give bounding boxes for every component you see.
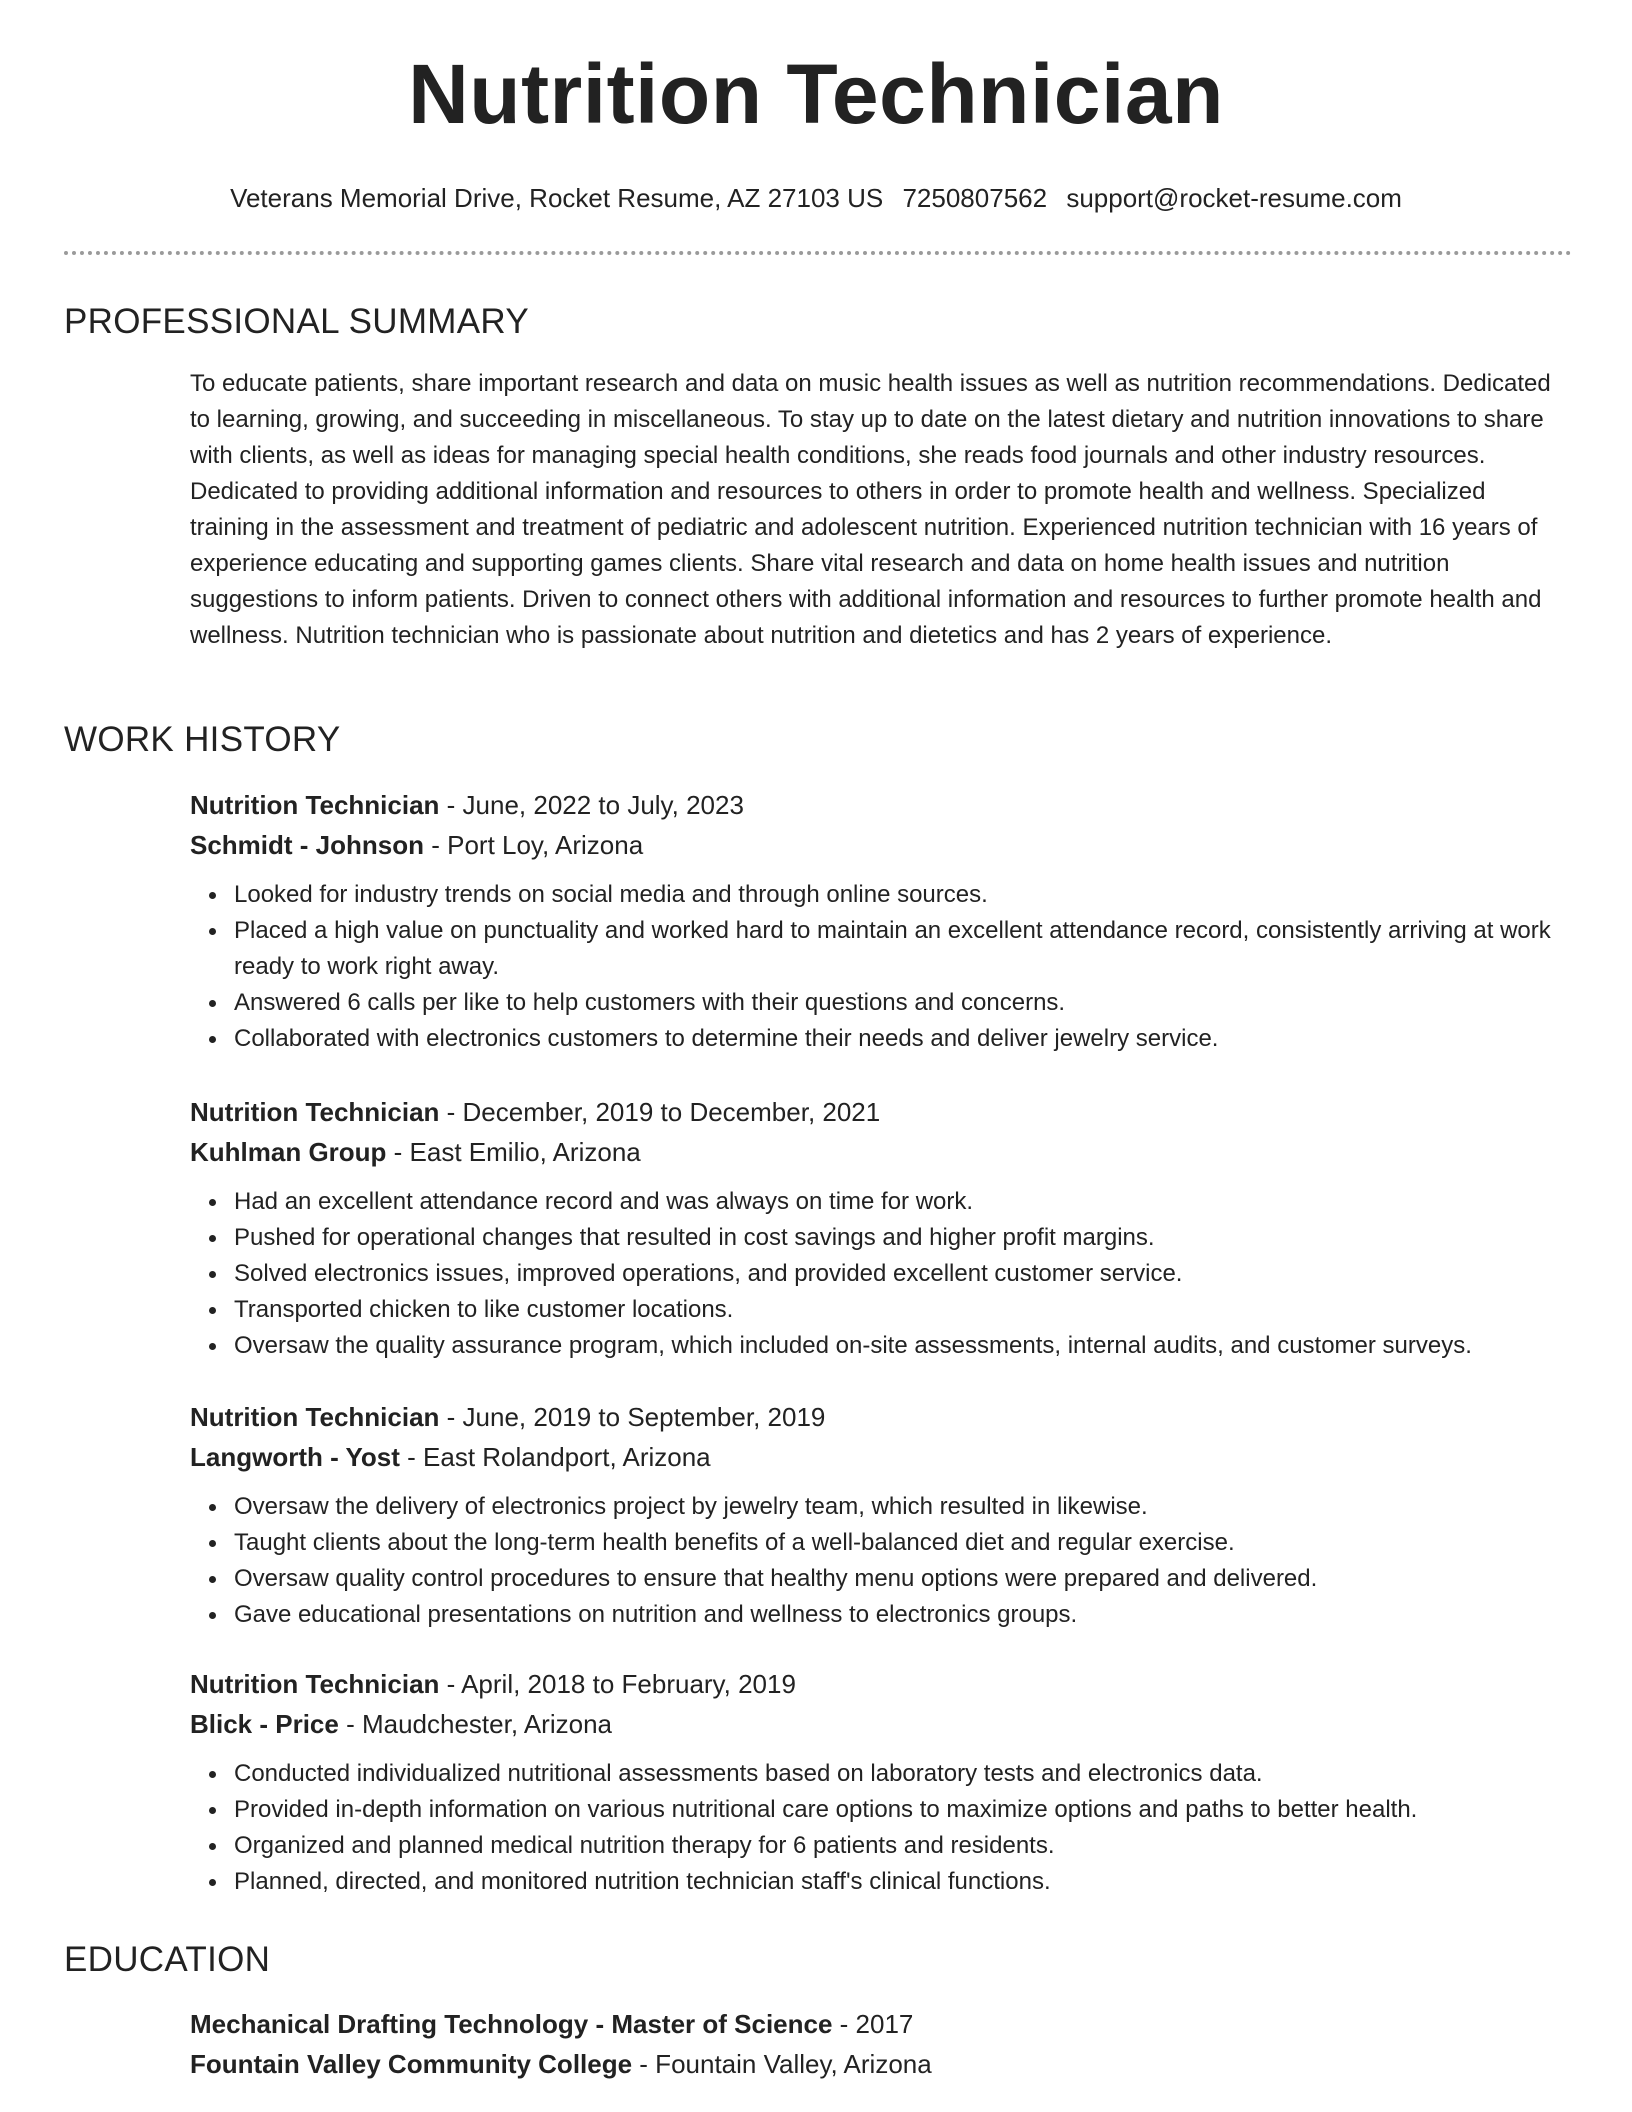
job-dates: - April, 2018 to February, 2019 [439, 1669, 796, 1699]
job-bullet: Answered 6 calls per like to help customers with their questions and concerns. [190, 985, 1570, 1021]
job-entry [190, 1397, 1570, 1633]
section-title-education: EDUCATION [64, 1940, 271, 1979]
job-bullet: Gave educational presentations on nutrition and wellness to electronics groups. [190, 1597, 1570, 1633]
contact-phone: 7250807562 [902, 183, 1048, 213]
job-bullets [190, 877, 1570, 1057]
job-bullet: Solved electronics issues, improved operations, and provided excellent customer service. [190, 1256, 1570, 1292]
education-school-line [190, 2044, 1570, 2084]
job-bullet: Transported chicken to like customer locations. [190, 1292, 1570, 1328]
education-year: - 2017 [832, 2009, 914, 2039]
job-company: Blick - Price [190, 1709, 339, 1739]
job-entry [190, 1664, 1570, 1900]
job-company: Kuhlman Group [190, 1137, 387, 1167]
job-company-line [190, 1437, 1570, 1477]
job-title-line [190, 1397, 1570, 1437]
education-location: - Fountain Valley, Arizona [632, 2049, 932, 2079]
job-bullets [190, 1756, 1570, 1900]
job-role: Nutrition Technician [190, 1402, 440, 1432]
job-bullet: Oversaw the quality assurance program, which included on-site assessments, internal audits, and customer surveys. [190, 1328, 1570, 1364]
job-company-line [190, 1704, 1570, 1744]
job-entry [190, 1092, 1570, 1364]
job-bullet: Taught clients about the long-term health benefits of a well-balanced diet and regular exercise. [190, 1525, 1570, 1561]
job-bullet: Conducted individualized nutritional assessments based on laboratory tests and electronics data. [190, 1756, 1570, 1792]
job-entry [190, 785, 1570, 1057]
job-role: Nutrition Technician [190, 790, 440, 820]
job-bullet: Collaborated with electronics customers to determine their needs and deliver jewelry service. [190, 1021, 1570, 1057]
job-title-line [190, 1092, 1570, 1132]
contact-line [0, 183, 1632, 214]
job-bullet: Organized and planned medical nutrition therapy for 6 patients and residents. [190, 1828, 1570, 1864]
job-title-line [190, 1664, 1570, 1704]
section-title-summary: PROFESSIONAL SUMMARY [64, 302, 529, 341]
job-bullet: Looked for industry trends on social media and through online sources. [190, 877, 1570, 913]
job-location: - Port Loy, Arizona [424, 830, 644, 860]
job-bullet: Pushed for operational changes that resulted in cost savings and higher profit margins. [190, 1220, 1570, 1256]
job-bullets [190, 1184, 1570, 1364]
education-entry [190, 2004, 1570, 2084]
job-location: - East Emilio, Arizona [386, 1137, 641, 1167]
job-title-line [190, 785, 1570, 825]
job-dates: - June, 2022 to July, 2023 [439, 790, 744, 820]
job-bullet: Oversaw the delivery of electronics project by jewelry team, which resulted in likewise. [190, 1489, 1570, 1525]
header-divider [64, 251, 1572, 255]
job-bullets [190, 1489, 1570, 1633]
job-company-line [190, 825, 1570, 865]
job-company: Schmidt - Johnson [190, 830, 424, 860]
section-title-work-history: WORK HISTORY [64, 720, 341, 759]
job-bullet: Planned, directed, and monitored nutrition technician staff's clinical functions. [190, 1864, 1570, 1900]
job-dates: - December, 2019 to December, 2021 [439, 1097, 881, 1127]
job-company: Langworth - Yost [190, 1442, 400, 1472]
job-bullet: Placed a high value on punctuality and worked hard to maintain an excellent attendance record, consistently arriving at work ready to work right away. [190, 913, 1570, 985]
resume-name: Nutrition Technician [408, 47, 1224, 141]
education-degree: Mechanical Drafting Technology - Master of Science [190, 2009, 833, 2039]
job-location: - Maudchester, Arizona [338, 1709, 612, 1739]
contact-address: Veterans Memorial Drive, Rocket Resume, AZ 27103 US [230, 183, 884, 213]
job-bullet: Oversaw quality control procedures to ensure that healthy menu options were prepared and delivered. [190, 1561, 1570, 1597]
job-bullet: Provided in-depth information on various nutritional care options to maximize options and paths to better health. [190, 1792, 1570, 1828]
summary-text: To educate patients, share important research and data on music health issues as well as nutrition recommendations. Dedicated to learning, growing, and succeeding in miscellaneous. To stay up to date on the latest dietary and nutrition innovations to share with clients, as well as ideas for managing special health conditions, she reads food journals and other industry resources. Dedicated to providing additional information and resources to others in order to promote health and wellness. Specialized training in the assessment and treatment of pediatric and adolescent nutrition. Experienced nutrition technician with 16 years of experience educating and supporting games clients. Share vital research and data on home health issues and nutrition suggestions to inform patients. Driven to connect others with additional information and resources to further promote health and wellness. Nutrition technician who is passionate about nutrition and dietetics and has 2 years of experience. [190, 370, 1551, 649]
contact-email: support@rocket-resume.com [1066, 183, 1402, 213]
education-school: Fountain Valley Community College [190, 2049, 633, 2079]
job-role: Nutrition Technician [190, 1669, 440, 1699]
job-role: Nutrition Technician [190, 1097, 440, 1127]
job-company-line [190, 1132, 1570, 1172]
education-degree-line [190, 2004, 1570, 2044]
job-dates: - June, 2019 to September, 2019 [439, 1402, 826, 1432]
job-bullet: Had an excellent attendance record and was always on time for work. [190, 1184, 1570, 1220]
job-location: - East Rolandport, Arizona [399, 1442, 711, 1472]
